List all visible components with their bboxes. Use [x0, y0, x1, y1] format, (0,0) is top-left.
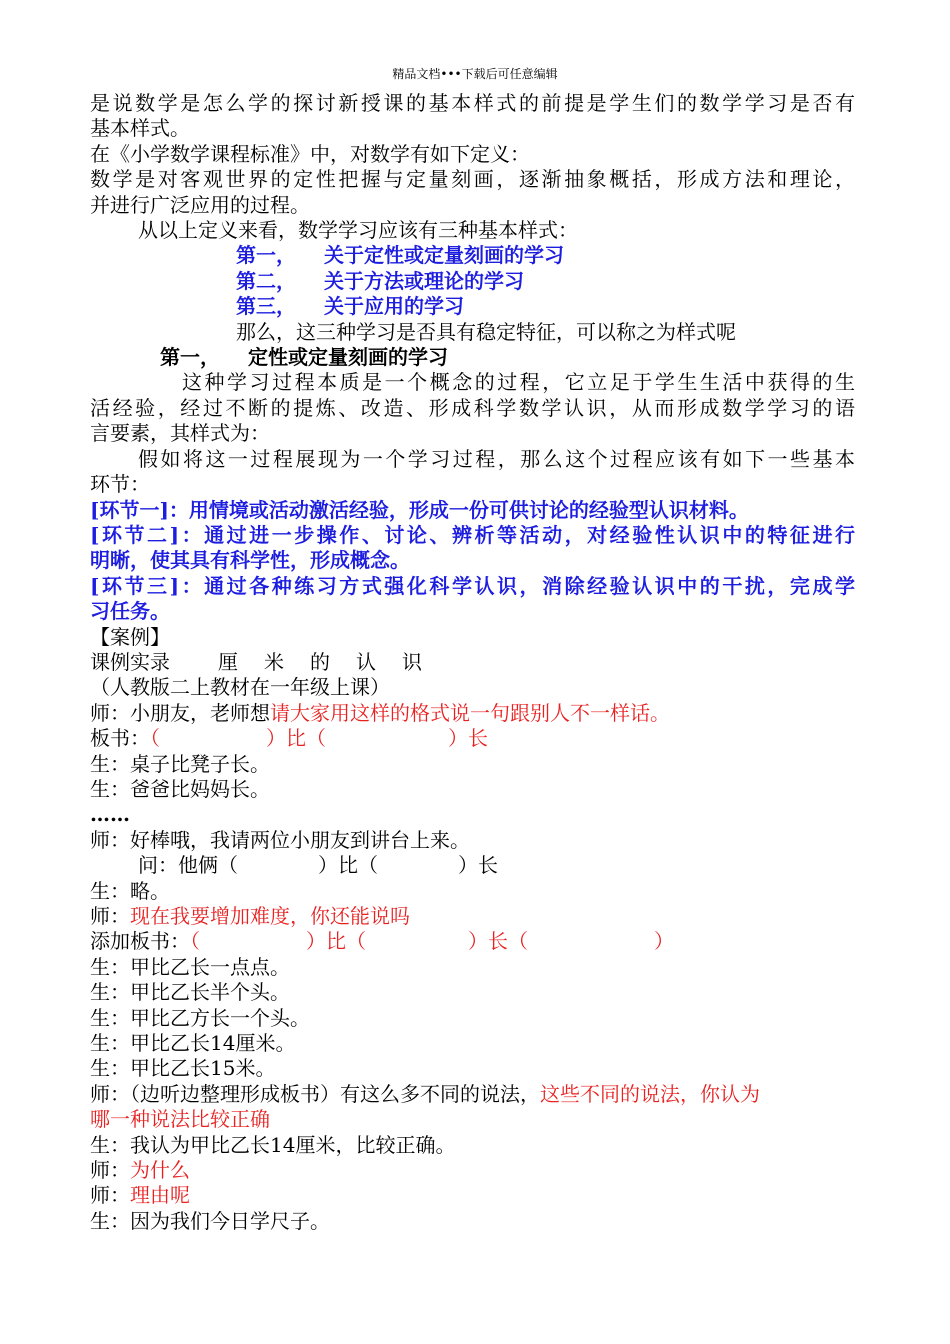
- paragraph-standard: 在《小学数学课程标准》中，对数学有如下定义：: [90, 141, 530, 166]
- speaker-text: 师：小朋友，老师想: [90, 700, 270, 725]
- teacher-prompt: 理由呢: [130, 1183, 190, 1208]
- teacher-prompt: 请大家用这样的格式说一句跟别人不一样话。: [270, 700, 670, 725]
- teacher-line: 师：为什么: [90, 1158, 190, 1183]
- style-text: 关于定性或定量刻画的学习: [324, 243, 564, 268]
- paragraph-process-line1: 这种学习过程本质是一个概念的过程，它立足于学生生活中获得的生: [182, 370, 855, 395]
- teacher-prompt: 现在我要增加难度，你还能说吗: [130, 904, 410, 928]
- style-number: 第三，: [236, 294, 296, 319]
- style-item: [90, 294, 855, 319]
- student-line: 生：甲比乙长15米。: [90, 1056, 276, 1081]
- style-item: [90, 243, 855, 268]
- paragraph-definition-line1: 数学是对客观世界的定性把握与定量刻画，逐渐抽象概括，形成方法和理论，: [90, 167, 855, 192]
- board-label: 添加板书：: [90, 929, 190, 954]
- step-two-line1: [环节二]：通过进一步操作、讨论、辨析等活动，对经验性认识中的特征进行: [90, 522, 855, 547]
- lesson-title: 厘米的认识: [218, 649, 448, 674]
- board-label: 板书：: [90, 726, 150, 751]
- paragraph-intro-line2: 基本样式。: [90, 116, 190, 141]
- step-two-line2: 明晰，使其具有科学性，形成概念。: [90, 548, 410, 573]
- teacher-prompt-continued: 哪一种说法比较正确: [90, 1107, 270, 1132]
- style-text: 关于方法或理论的学习: [324, 268, 524, 293]
- student-line: 生：甲比乙方长一个头。: [90, 1005, 310, 1030]
- lesson-label: 课例实录: [90, 649, 170, 674]
- paragraph-three-styles: 从以上定义来看，数学学习应该有三种基本样式：: [138, 218, 578, 243]
- style-number: 第一，: [236, 243, 296, 268]
- student-line: 生：桌子比凳子长。: [90, 751, 270, 776]
- case-label: 【案例】: [90, 624, 170, 649]
- edition-note: （人教版二上教材在一年级上课）: [90, 675, 390, 700]
- board-writing-line: [90, 726, 855, 751]
- section-title: 定性或定量刻画的学习: [248, 345, 448, 370]
- document-body: [90, 91, 855, 1234]
- style-number: 第二，: [236, 268, 296, 293]
- student-line: 生：我认为甲比乙长14厘米，比较正确。: [90, 1132, 456, 1157]
- page-header: 精品文档•••下载后可任意编辑: [392, 67, 558, 81]
- style-text: 关于应用的学习: [324, 294, 464, 319]
- teacher-line: 师：好棒哦，我请两位小朋友到讲台上来。: [90, 827, 470, 852]
- student-line: 生：爸爸比妈妈长。: [90, 776, 270, 801]
- student-line: 生：略。: [90, 878, 170, 903]
- student-line: 生：甲比乙长半个头。: [90, 980, 290, 1005]
- teacher-line: 师：现在我要增加难度，你还能说吗: [90, 904, 410, 928]
- ellipsis: ……: [90, 802, 130, 827]
- paragraph-intro-line1: 是说数学是怎么学的探讨新授课的基本样式的前提是学生们的数学学习是否有: [90, 91, 855, 115]
- paragraph-definition-line2: 并进行广泛应用的过程。: [90, 192, 310, 217]
- paragraph-process-line2: 活经验，经过不断的提炼、改造、形成科学数学认识，从而形成数学学习的语: [90, 395, 855, 420]
- step-one: [环节一]：用情境或活动激活经验，形成一份可供讨论的经验型认识材料。: [90, 497, 749, 522]
- section-number: 第一，: [160, 345, 220, 370]
- style-question: 那么，这三种学习是否具有稳定特征，可以称之为样式呢: [236, 319, 736, 344]
- teacher-prompt: 这些不同的说法，你认为: [540, 1081, 760, 1106]
- student-line: 生：甲比乙长14厘米。: [90, 1031, 296, 1056]
- step-three-line2: 习任务。: [90, 599, 170, 624]
- question-template-line: 问：他俩（ ）比（ ）长: [138, 853, 498, 878]
- student-line: 生：因为我们今日学尺子。: [90, 1208, 330, 1233]
- lesson-record-line: [90, 650, 855, 675]
- board-template: （ ）比（ ）长（ ）: [190, 929, 674, 954]
- paragraph-process-line3: 言要素，其样式为：: [90, 421, 270, 446]
- student-line: 生：甲比乙长一点点。: [90, 954, 290, 979]
- teacher-line: 师：（边听边整理形成板书）有这么多不同的说法，这些不同的说法，你认为: [90, 1081, 760, 1106]
- paragraph-steps-intro-line2: 环节：: [90, 472, 150, 497]
- teacher-line: 师：理由呢: [90, 1183, 190, 1208]
- section-heading: [90, 345, 855, 370]
- teacher-prompt: 为什么: [130, 1158, 190, 1183]
- paragraph-steps-intro-line1: 假如将这一过程展现为一个学习过程，那么这个过程应该有如下一些基本: [138, 446, 855, 471]
- added-board-writing-line: [90, 929, 855, 954]
- step-three-line1: [环节三]：通过各种练习方式强化科学认识，消除经验认识中的干扰，完成学: [90, 573, 855, 598]
- board-template: （ ）比（ ）长: [150, 726, 488, 751]
- teacher-line: [90, 701, 855, 726]
- style-item: [90, 269, 855, 294]
